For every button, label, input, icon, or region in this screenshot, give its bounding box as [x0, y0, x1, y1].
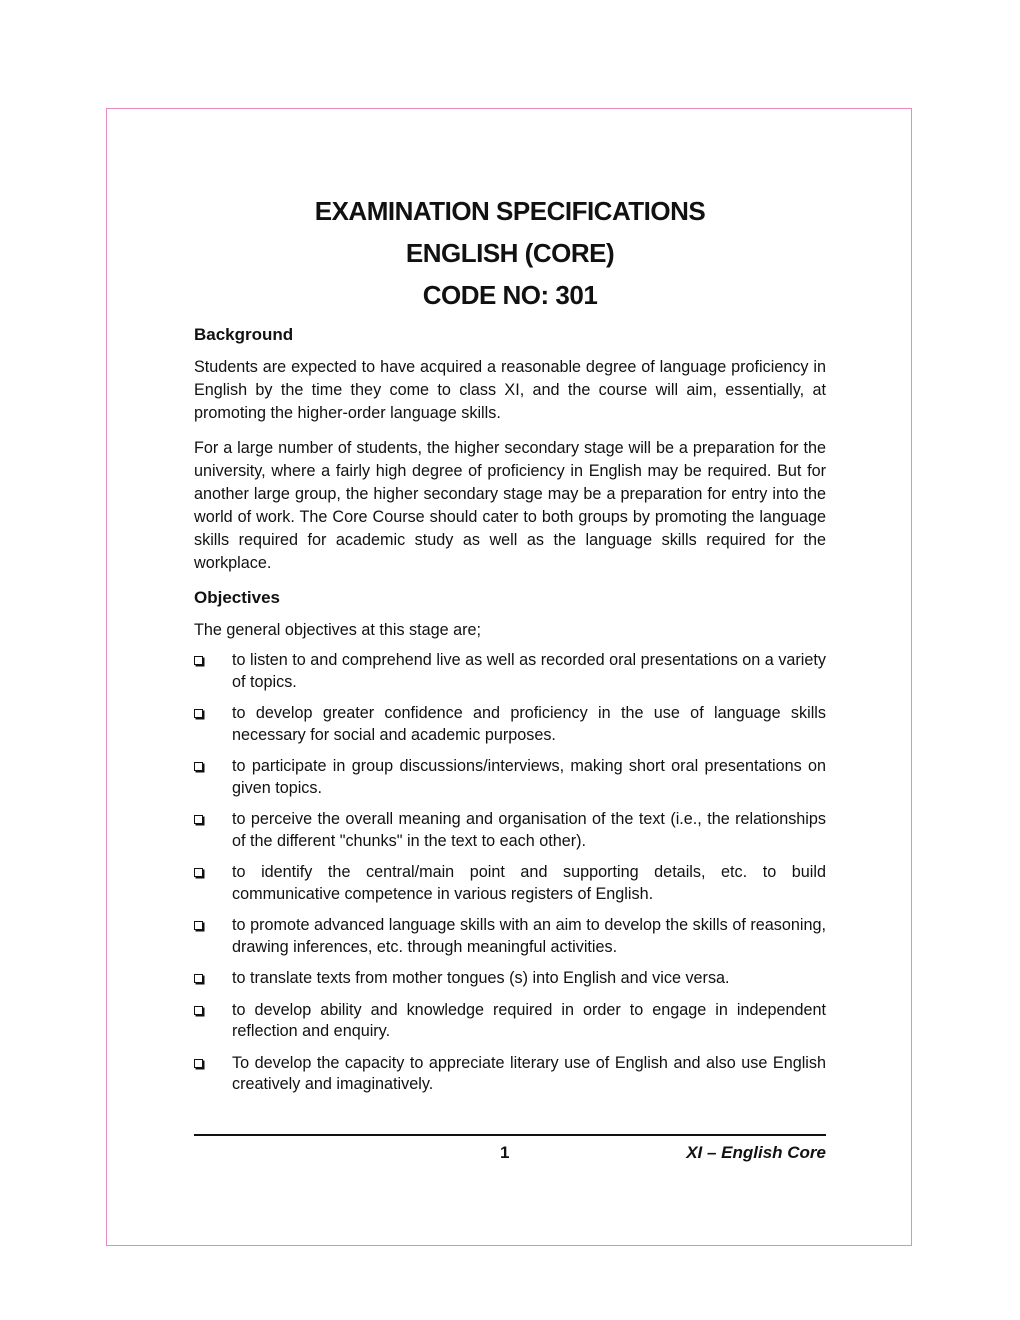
footer-label: XI – English Core	[686, 1143, 826, 1162]
list-item	[194, 862, 826, 905]
document-title	[194, 190, 826, 316]
list-item	[194, 1053, 826, 1096]
background-paragraph-1: Students are expected to have acquired a reasonable degree of language proficiency in English by the time they come to class XI, and the course will aim, essentially, at promoting the higher-order language skills.	[194, 358, 826, 422]
footer-divider	[194, 1134, 826, 1136]
title-line-1: EXAMINATION SPECIFICATIONS	[314, 196, 706, 226]
list-item-text: to translate texts from mother tongues (s) into English and vice versa.	[232, 969, 730, 987]
list-item-text: to perceive the overall meaning and organisation of the text (i.e., the relationships of the different "chunks" in the text to each other).	[232, 810, 826, 850]
list-item-text: to participate in group discussions/interviews, making short oral presentations on given topics.	[232, 757, 826, 797]
checkbox-bullet-icon	[194, 921, 203, 930]
list-item-text: to promote advanced language skills with an aim to develop the skills of reasoning, drawing inferences, etc. through meaningful activities.	[232, 916, 826, 956]
list-item	[194, 703, 826, 746]
page-number: 1	[500, 1143, 510, 1162]
checkbox-bullet-icon	[194, 1006, 203, 1015]
list-item	[194, 756, 826, 799]
list-item-text: to listen to and comprehend live as well as recorded oral presentations on a variety of topics.	[232, 651, 826, 691]
checkbox-bullet-icon	[194, 709, 203, 718]
checkbox-bullet-icon	[194, 656, 203, 665]
title-line-3: CODE NO: 301	[422, 280, 598, 310]
checkbox-bullet-icon	[194, 974, 203, 983]
checkbox-bullet-icon	[194, 1059, 203, 1068]
list-item	[194, 1000, 826, 1043]
document-body	[194, 190, 826, 1106]
title-line-2: ENGLISH (CORE)	[405, 238, 615, 268]
checkbox-bullet-icon	[194, 815, 203, 824]
objectives-list	[194, 650, 826, 1096]
list-item	[194, 809, 826, 852]
objectives-heading: Objectives	[194, 588, 280, 607]
checkbox-bullet-icon	[194, 762, 203, 771]
background-paragraph-2: For a large number of students, the higher secondary stage will be a preparation for the university, where a fairly high degree of proficiency in English may be required. But for another large group, the higher secondary stage may be a preparation for entry into the world of work. The Core Course should cater to both groups by promoting the language skills required for academic study as well as the language skills required for the workplace.	[194, 439, 826, 572]
list-item-text: to develop greater confidence and proficiency in the use of language skills necessary for social and academic purposes.	[232, 704, 826, 744]
list-item-text: to develop ability and knowledge required in order to engage in independent reflection and enquiry.	[232, 1000, 826, 1040]
list-item-text: to identify the central/main point and supporting details, etc. to build communicative competence in various registers of English.	[232, 863, 826, 903]
checkbox-bullet-icon	[194, 868, 203, 877]
list-item	[194, 915, 826, 958]
list-item	[194, 650, 826, 693]
background-heading: Background	[194, 325, 294, 344]
list-item	[194, 968, 826, 990]
objectives-intro: The general objectives at this stage are;	[194, 621, 482, 639]
list-item-text: To develop the capacity to appreciate literary use of English and also use English creatively and imaginatively.	[232, 1053, 826, 1093]
